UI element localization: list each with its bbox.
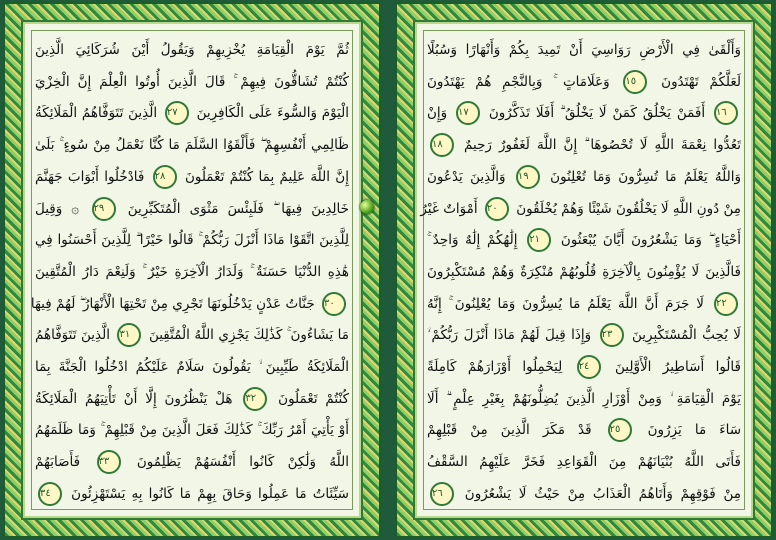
verse-text: وَإِذَا قِيلَ لَهُمْ مَاذَا أَنْزَلَ رَبُّكُمْ ۙ — [427, 327, 592, 344]
verse-text: الْمَلَائِكَةُ طَيِّبِينَ ۙ يَقُولُونَ سَلَامٌ عَلَيْكُمُ ادْخُلُوا الْجَنَّةَ بِمَا — [35, 359, 349, 376]
right-page-lines — [420, 38, 742, 506]
ayah-number-marker: ٢٤ — [577, 355, 601, 379]
ayah-number-marker: ١٥ — [623, 70, 647, 94]
ayah-number-marker: ٢٨ — [153, 165, 177, 189]
verse-text: فَأَصَابَهُمْ — [35, 454, 81, 471]
verse-text: وَإِنْ — [427, 105, 448, 122]
verse-text: فَأَتَى اللَّهُ بُنْيَانَهُمْ مِنَ الْقَوَاعِدِ فَخَرَّ عَلَيْهِمُ السَّقْفُ — [427, 454, 741, 471]
ayah-number-marker: ٣٤ — [38, 482, 62, 506]
verse-line — [427, 260, 741, 284]
ayah-number-marker: ١٩ — [516, 165, 540, 189]
verse-line — [35, 228, 349, 252]
verse-line — [35, 197, 349, 221]
verse-line — [35, 418, 349, 442]
verse-text: قَالُوا أَسَاطِيرُ الْأَوَّلِينَ — [614, 359, 741, 376]
verse-text: مَا يَشَاءُونَ ۚ كَذَٰلِكَ يَجْزِي اللَّهُ الْمُتَّقِينَ — [148, 327, 349, 344]
verse-text: وَاللَّهُ يَعْلَمُ مَا تُسِرُّونَ وَمَا تُعْلِنُونَ — [550, 168, 741, 185]
verse-text: كُنْتُمْ تُشَاقُّونَ فِيهِمْ ۚ قَالَ الَّذِينَ أُوتُوا الْعِلْمَ إِنَّ الْخِزْيَ — [35, 73, 349, 90]
verse-line — [35, 355, 349, 379]
verse-text: ظَالِمِي أَنْفُسِهِمْ ۖ فَأَلْقَوُا السَّلَمَ مَا كُنَّا نَعْمَلُ مِنْ سُوءٍ ۚ بَلَىٰ — [35, 137, 349, 154]
ayah-number-marker: ٢٧ — [165, 101, 189, 125]
verse-line — [35, 133, 349, 157]
verse-text: كُنْتُمْ تَعْمَلُونَ — [278, 390, 349, 407]
verse-text: لَا جَرَمَ أَنَّ اللَّهَ يَعْلَمُ مَا يُسِرُّونَ وَمَا يُعْلِنُونَ ۚ إِنَّهُ — [427, 295, 705, 312]
verse-text: مِنْ دُونِ اللَّهِ لَا يَخْلُقُونَ شَيْئًا وَهُمْ يُخْلَقُونَ — [516, 200, 741, 217]
verse-text: سَاءَ مَا يَزِرُونَ — [647, 422, 741, 439]
verse-line — [427, 101, 741, 125]
verse-line — [427, 70, 741, 94]
verse-text: جَنَّاتُ عَدْنٍ يَدْخُلُونَهَا تَجْرِي مِنْ تَحْتِهَا الْأَنْهَارُ ۖ لَهُمْ فِيهَا — [30, 295, 315, 312]
verse-line — [420, 197, 741, 221]
verse-text: لِلَّذِينَ اتَّقَوْا مَاذَا أَنْزَلَ رَبُّكُمْ ۚ قَالُوا خَيْرًا ۗ لِلَّذِينَ أَحْسَنُوا فِي — [35, 232, 349, 249]
verse-text: خَالِدِينَ فِيهَا ۖ فَلَبِئْسَ مَثْوَى الْمُتَكَبِّرِينَ — [127, 200, 349, 217]
page-spine — [384, 0, 392, 540]
ayah-number-marker: ١٨ — [430, 133, 454, 157]
verse-text: لَعَلَّكُمْ تَهْتَدُونَ — [661, 73, 742, 90]
ayah-number-marker: ٢٥ — [608, 418, 632, 442]
verse-text: الَّذِينَ تَتَوَفَّاهُمُ الْمَلَائِكَةُ — [35, 105, 158, 122]
ayah-number-marker: ٣٠ — [322, 292, 346, 316]
verse-line — [427, 450, 741, 474]
verse-line — [35, 323, 349, 347]
verse-line — [35, 165, 349, 189]
verse-line — [427, 38, 741, 62]
verse-text: هَلْ يَنْظُرُونَ إِلَّا أَنْ تَأْتِيَهُمُ الْمَلَائِكَةُ — [35, 390, 233, 407]
verse-line — [427, 165, 741, 189]
verse-line — [427, 418, 741, 442]
verse-text: إِنَّ اللَّهَ عَلِيمٌ بِمَا كُنْتُمْ تَعْمَلُونَ — [184, 168, 349, 185]
ayah-number-marker: ٢٦ — [430, 482, 454, 506]
verse-text: اللَّهُ وَلَٰكِنْ كَانُوا أَنْفُسَهُمْ يَظْلِمُونَ — [136, 454, 349, 471]
verse-line — [427, 482, 741, 506]
left-page-text-area — [21, 20, 363, 520]
ayah-number-marker: ٢٠ — [485, 197, 509, 221]
verse-text: الْيَوْمَ وَالسُّوءَ عَلَى الْكَافِرِينَ — [196, 105, 350, 122]
verse-text: وَعَلَامَاتٍ ۚ وَبِالنَّجْمِ هُمْ يَهْتَدُونَ — [427, 73, 610, 90]
verse-line — [427, 323, 741, 347]
verse-line — [427, 133, 741, 157]
bookmark-marker-icon[interactable] — [360, 200, 374, 214]
verse-text: أَفَمَنْ يَخْلُقُ كَمَنْ لَا يَخْلُقُ ۗ أَفَلَا تَذَكَّرُونَ — [488, 105, 706, 122]
verse-text: فَادْخُلُوا أَبْوَابَ جَهَنَّمَ — [35, 168, 145, 185]
verse-text: وَأَلْقَىٰ فِي الْأَرْضِ رَوَاسِيَ أَنْ تَمِيدَ بِكُمْ وَأَنْهَارًا وَسُبُلًا — [427, 42, 741, 58]
verse-text: مِنْ فَوْقِهِمْ وَأَتَاهُمُ الْعَذَابُ مِنْ حَيْثُ لَا يَشْعُرُونَ — [464, 485, 741, 502]
verse-line — [427, 355, 741, 379]
verse-line — [35, 101, 349, 125]
left-page-lines — [30, 38, 350, 506]
verse-text: أَحْيَاءٍ ۖ وَمَا يَشْعُرُونَ أَيَّانَ يُبْعَثُونَ — [560, 232, 741, 249]
verse-text: لَا يُحِبُّ الْمُسْتَكْبِرِينَ — [631, 327, 742, 344]
right-page-text-area — [413, 20, 755, 520]
verse-line — [427, 387, 741, 411]
verse-text: قَدْ مَكَرَ الَّذِينَ مِنْ قَبْلِهِمْ — [427, 422, 592, 439]
verse-line — [35, 38, 349, 62]
verse-line — [427, 292, 741, 316]
verse-text: تَعُدُّوا نِعْمَةَ اللَّهِ لَا تُحْصُوهَا ۗ إِنَّ اللَّهَ لَغَفُورٌ رَحِيمٌ — [464, 137, 741, 154]
ayah-number-marker: ٢٣ — [600, 323, 624, 347]
verse-text: يَوْمَ الْقِيَامَةِ ۙ وَمِنْ أَوْزَارِ الَّذِينَ يُضِلُّونَهُمْ بِغَيْرِ عِلْمٍ ۗ أَلَا — [427, 390, 741, 407]
verse-text: ثُمَّ يَوْمَ الْقِيَامَةِ يُخْزِيهِمْ وَيَقُولُ أَيْنَ شُرَكَائِيَ الَّذِينَ — [35, 42, 349, 58]
verse-line — [35, 387, 349, 411]
ayah-number-marker: ٢٢ — [714, 292, 738, 316]
ayah-number-marker: ٣١ — [117, 323, 141, 347]
left-page — [3, 2, 381, 538]
verse-line — [35, 450, 349, 474]
ayah-number-marker: ١٦ — [714, 101, 738, 125]
ayah-number-marker: ٣٢ — [243, 387, 267, 411]
verse-text: وَالَّذِينَ يَدْعُونَ — [427, 168, 506, 185]
verse-text: ۞ وَقِيلَ — [35, 200, 80, 217]
verse-line — [35, 260, 349, 284]
verse-text: إِلَٰهُكُمْ إِلَٰهٌ وَاحِدٌ ۚ — [427, 232, 518, 249]
verse-text: فَالَّذِينَ لَا يُؤْمِنُونَ بِالْآخِرَةِ قُلُوبُهُمْ مُنْكِرَةٌ وَهُمْ مُسْتَكْبِرُونَ — [427, 263, 741, 280]
verse-text: لِيَحْمِلُوا أَوْزَارَهُمْ كَامِلَةً — [427, 359, 563, 376]
verse-line — [427, 228, 741, 252]
verse-text: هَٰذِهِ الدُّنْيَا حَسَنَةٌ ۚ وَلَدَارُ الْآخِرَةِ خَيْرٌ ۚ وَلَنِعْمَ دَارُ الْمُتَّقِينَ — [35, 263, 349, 280]
ayah-number-marker: ٢٩ — [92, 197, 116, 221]
verse-text: سَيِّئَاتُ مَا عَمِلُوا وَحَاقَ بِهِمْ مَا كَانُوا بِهِ يَسْتَهْزِئُونَ — [71, 485, 349, 502]
right-page — [395, 2, 773, 538]
ayah-number-marker: ٢١ — [527, 228, 551, 252]
verse-text: أَوْ يَأْتِيَ أَمْرُ رَبِّكَ ۚ كَذَٰلِكَ فَعَلَ الَّذِينَ مِنْ قَبْلِهِمْ ۚ وَمَا ظَلَمَهُمُ — [35, 422, 349, 439]
verse-line — [35, 482, 349, 506]
verse-text: أَمْوَاتٌ غَيْرُ — [420, 200, 478, 217]
ayah-number-marker: ٣٣ — [97, 450, 121, 474]
verse-line — [35, 70, 349, 94]
ayah-number-marker: ١٧ — [456, 101, 480, 125]
verse-line — [30, 292, 349, 316]
verse-text: الَّذِينَ تَتَوَفَّاهُمُ — [35, 327, 110, 344]
